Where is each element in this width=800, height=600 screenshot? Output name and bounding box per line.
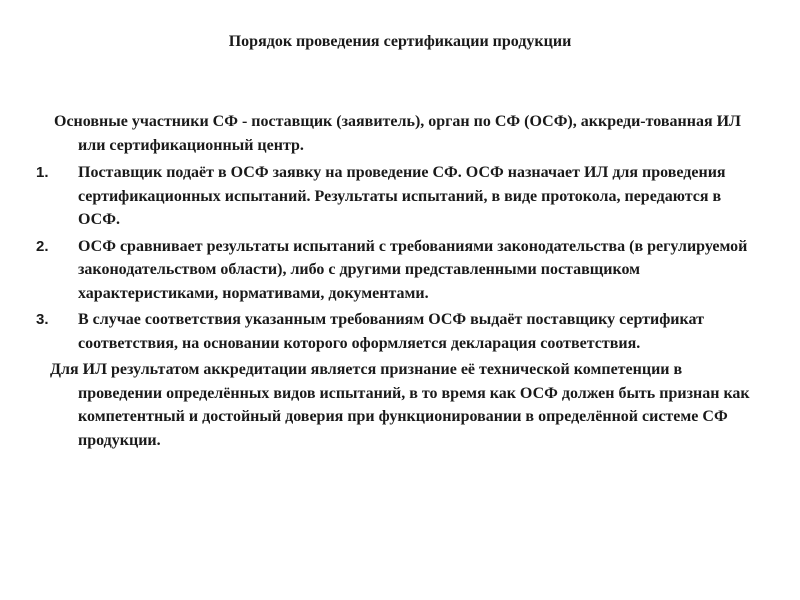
list-text-1: Поставщик подаёт в ОСФ заявку на проведение СФ. ОСФ назначает ИЛ для проведения сертификационных испытаний. Результаты испытаний, в виде протокола, передаются в ОСФ. — [78, 164, 726, 228]
slide-title: Порядок проведения сертификации продукции — [228, 33, 572, 50]
list-item-2 — [36, 235, 766, 306]
slide-body — [36, 110, 766, 452]
closing-paragraph: Для ИЛ результатом аккредитации является признание её технической компетенции в проведении определённых видов испытаний, в то время как ОСФ должен быть признан как компетентный и достойный доверия при функционировании в определённой системе СФ продукции. — [50, 361, 750, 449]
list-text-2: ОСФ сравнивает результаты испытаний с требованиями законодательства (в регулируемой законодательством области), либо с другими представленными поставщиком характеристиками, нормативами, документами. — [78, 237, 748, 302]
intro-paragraph: Основные участники СФ - поставщик (заявитель), орган по СФ (ОСФ), аккреди-тованная ИЛ или сертификационный центр. — [54, 113, 741, 154]
list-text-3: В случае соответствия указанным требованиям ОСФ выдаёт поставщику сертификат соответствия, на основании которого оформляется декларация соответствия. — [78, 311, 704, 352]
list-number-2: 2. — [36, 237, 49, 255]
list-item-1 — [36, 161, 766, 232]
list-number-1: 1. — [36, 164, 49, 181]
list-item-3 — [36, 308, 766, 355]
list-number-3: 3. — [36, 311, 49, 328]
